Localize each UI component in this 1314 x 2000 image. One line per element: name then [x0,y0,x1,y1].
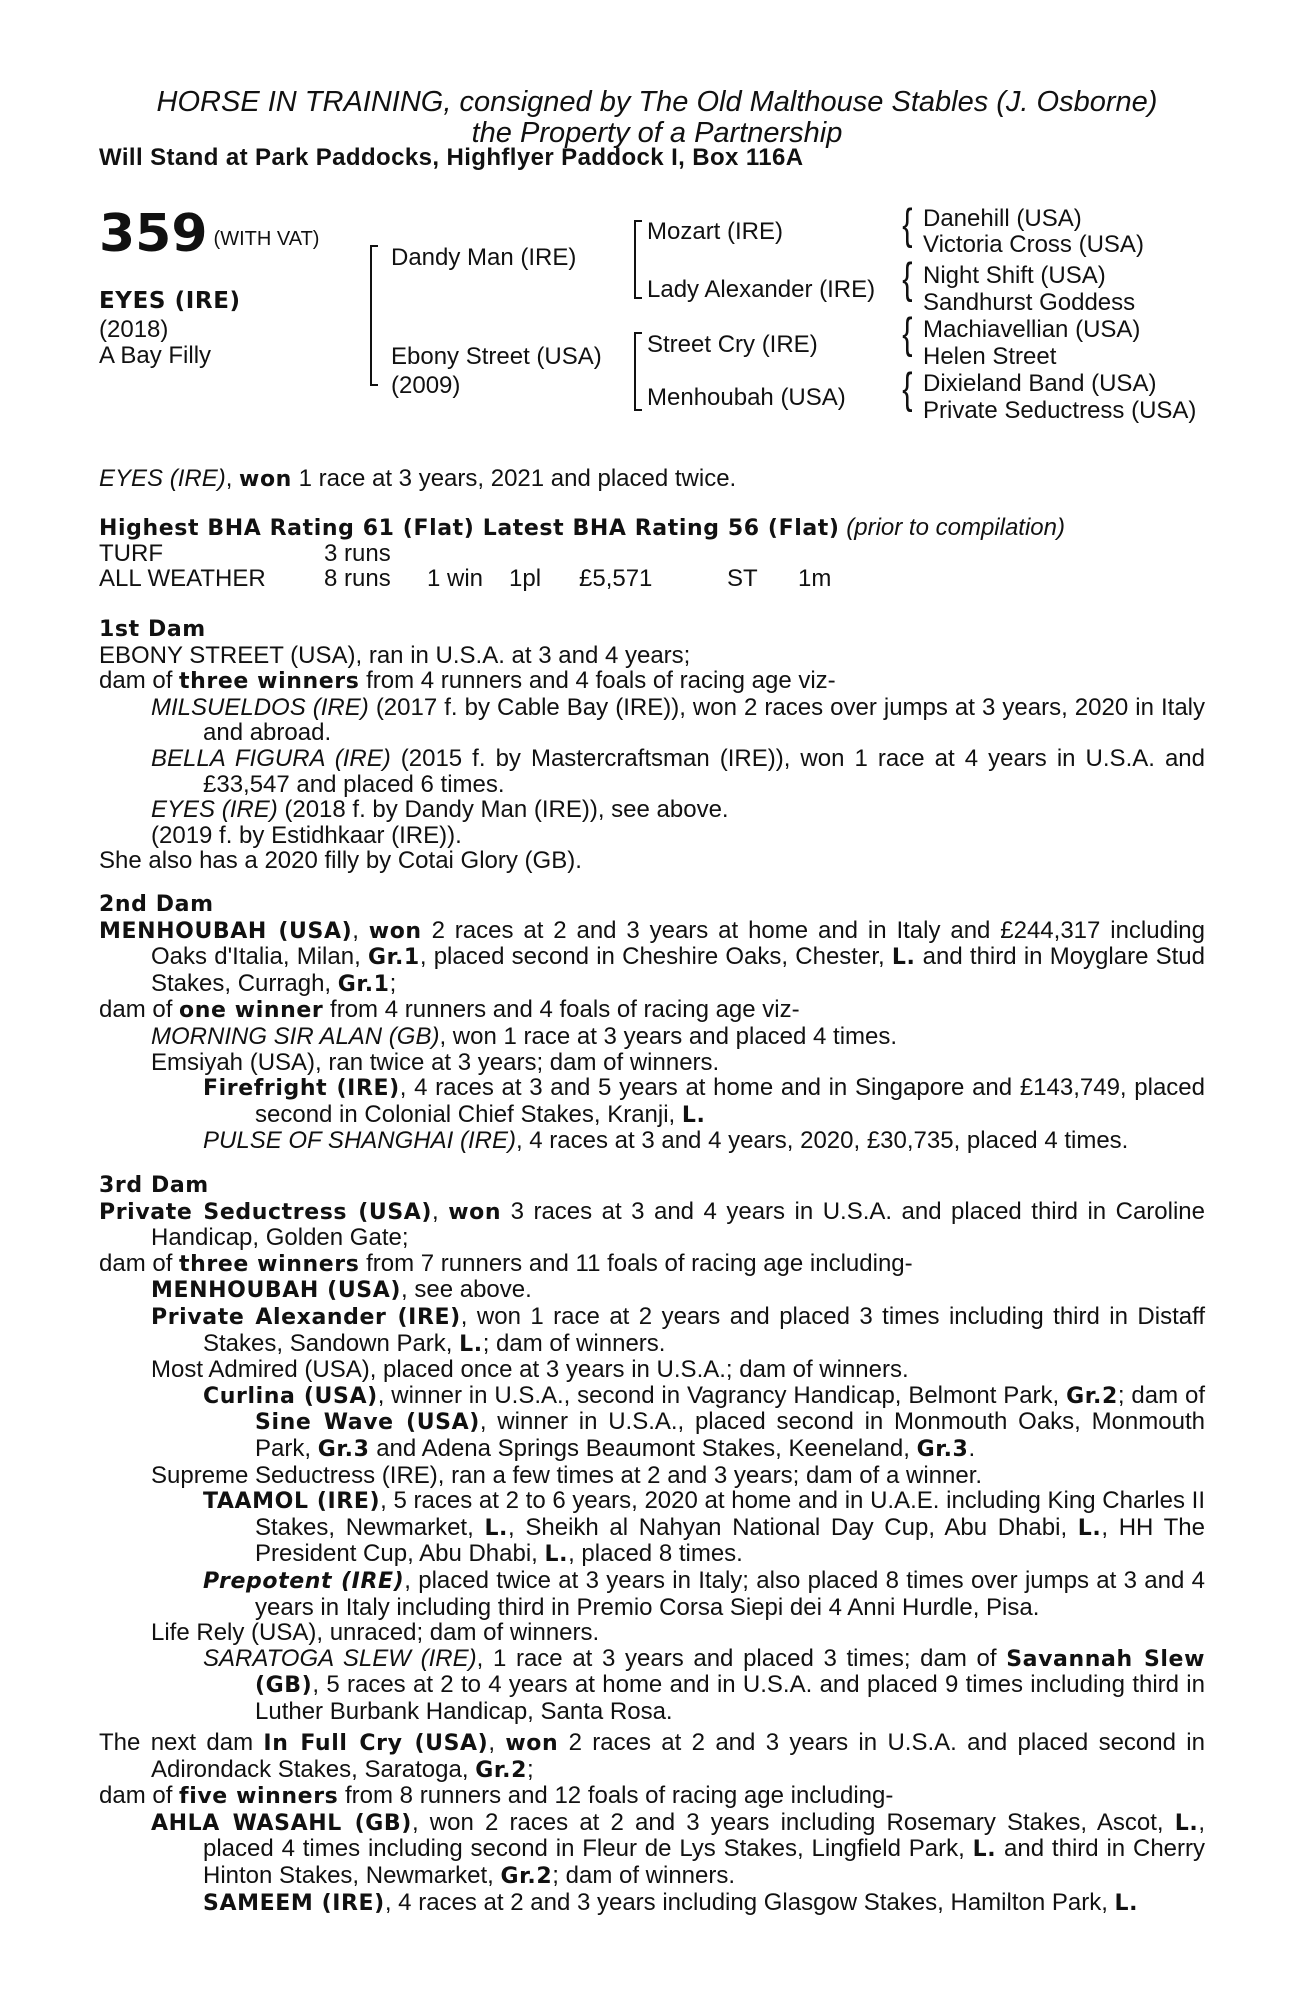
consignor-line: HORSE IN TRAINING, consigned by The Old Malthouse Stables (J. Osborne) [156,86,1158,118]
lot-number: 359 [99,204,208,264]
aw-surface: ST [727,565,758,592]
ggp-6: Helen Street [923,343,1057,370]
produce-entry: Most Admired (USA), placed once at 3 years in U.S.A.; dam of winners. [151,1356,909,1384]
produce-entry: Firefright (IRE), 4 races at 3 and 5 years at home and in Singapore and £143,749, placed second in Colonial Chief Stakes, Kranji, L. [203,1074,1205,1128]
brace-glyph: { [902,309,913,358]
won-label: won [239,467,292,492]
brace-tick [370,384,378,386]
brace-glyph: { [902,254,913,303]
first-dam-produce-line: dam of three winners from 4 runners and 4 foals of racing age viz- [99,667,836,695]
produce-entry: MORNING SIR ALAN (GB), won 1 race at 3 years and placed 4 times. [151,1022,898,1050]
ggp-4: Sandhurst Goddess [923,289,1136,316]
brace-tick [370,245,378,247]
ratings-line [99,514,1065,542]
produce-entry: AHLA WASAHL (GB), won 2 races at 2 and 3 years including Rosemary Stakes, Ascot, L., placed 4 times including second in Fleur de Lys Stakes, Lingfield Park, L. and third in Cherry Hinton Stakes, Newmarket, Gr.2; dam of winners. [151,1808,1205,1889]
vat-note: (WITH VAT) [213,228,320,250]
first-dam-section [99,617,1205,874]
produce-entry: (2019 f. by Estidhkaar (IRE)). [151,821,462,849]
dam-sire: Street Cry (IRE) [647,331,818,358]
produce-entry: Curlina (USA), winner in U.S.A., second in Vagrancy Handicap, Belmont Park, Gr.2; dam of Sine Wave (USA), winner in U.S.A., placed second in Monmouth Oaks, Monmouth Park, Gr.3 and Adena Springs Beaumont Stakes, Keeneland, Gr.3. [203,1381,1205,1462]
third-dam-line: Private Seductress (USA), won 3 races at 3 and 4 years in U.S.A. and placed third in Caroline Handicap, Golden Gate; [99,1197,1205,1252]
summary-horse-name: EYES (IRE) [99,465,226,492]
pedigree-brace-1 [370,245,372,385]
property-line: the Property of a Partnership [471,117,843,149]
ggp-1: Danehill (USA) [923,205,1082,232]
produce-entry: SAMEEM (IRE), 4 races at 2 and 3 years including Glasgow Stakes, Hamilton Park, L. [203,1888,1139,1916]
all-weather-row [99,565,831,593]
ggp-2: Victoria Cross (USA) [923,231,1144,258]
aw-label: ALL WEATHER [99,565,266,592]
produce-entry: MILSUELDOS (IRE) (2017 f. by Cable Bay (IRE)), won 2 races over jumps at 3 years, 2020 in Italy and abroad. [151,693,1205,747]
horse-description: A Bay Filly [99,342,212,369]
sire: Dandy Man (IRE) [391,244,577,271]
section-heading: 3rd Dam [99,1173,209,1198]
foaling-year: (2018) [99,316,169,343]
pedigree-brace-3 [634,332,636,410]
aw-placed: 1pl [509,565,542,592]
stand-location: Will Stand at Park Paddocks, Highflyer Paddock I, Box 116A [99,144,804,171]
produce-entry: MENHOUBAH (USA), see above. [151,1276,532,1304]
produce-entry: BELLA FIGURA (IRE) (2015 f. by Mastercraftsman (IRE)), won 1 race at 4 years in U.S.A. and £33,547 and placed 6 times. [151,744,1206,798]
aw-earnings: £5,571 [579,565,653,592]
turf-runs: 3 runs [324,540,391,567]
first-dam-line: EBONY STREET (USA), ran in U.S.A. at 3 and 4 years; [99,641,691,669]
aw-wins: 1 win [427,565,484,592]
third-dam-produce-line: dam of three winners from 7 runners and 11 foals of racing age including- [99,1249,913,1277]
brace-tick [634,332,642,334]
second-dam-line: MENHOUBAH (USA), won 2 races at 2 and 3 years at home and in Italy and £244,317 including Oaks d'Italia, Milan, Gr.1, placed second in Cheshire Oaks, Chester, L. and third in Moyglare Stud Stakes, Curragh, Gr.1; [99,916,1206,997]
brace-tick [634,220,642,222]
second-dam-section [99,892,1205,1154]
ggp-5: Machiavellian (USA) [923,316,1141,343]
lot-number-block [99,204,319,264]
sire-sire: Mozart (IRE) [647,218,784,245]
ggp-8: Private Seductress (USA) [923,397,1197,424]
produce-note: She also has a 2020 filly by Cotai Glory (GB). [99,847,582,875]
brace-tick [634,297,642,299]
produce-entry: Supreme Seductress (IRE), ran a few times at 2 and 3 years; dam of a winner. [151,1461,983,1489]
produce-entry: Private Alexander (IRE), won 1 race at 2 years and placed 3 times including third in Distaff Stakes, Sandown Park, L.; dam of winners. [151,1302,1205,1357]
turf-label: TURF [99,540,163,567]
section-heading: 2nd Dam [99,892,214,917]
dam-dam: Menhoubah (USA) [647,384,846,411]
dam: Ebony Street (USA) [391,343,602,370]
brace-glyph: { [902,200,913,249]
produce-entry: Emsiyah (USA), ran twice at 3 years; dam of winners. [151,1048,720,1076]
produce-entry: EYES (IRE) (2018 f. by Dandy Man (IRE)), see above. [151,796,729,824]
ggp-7: Dixieland Band (USA) [923,370,1157,397]
turf-row [99,540,391,568]
pedigree-brace-2 [634,220,636,298]
section-heading: 1st Dam [99,617,206,642]
ratings-note: (prior to compilation) [846,514,1065,541]
aw-runs: 8 runs [324,565,391,592]
summary-text: 1 race at 3 years, 2021 and placed twice. [291,465,737,492]
produce-entry: SARATOGA SLEW (IRE), 1 race at 3 years and placed 3 times; dam of Savannah Slew (GB), 5 races at 2 to 4 years at home and in U.S.A. and placed 9 times including third in Luther Burbank Handicap, Santa Rosa. [203,1644,1206,1725]
ggp-3: Night Shift (USA) [923,262,1106,289]
dam-year: (2009) [391,372,461,399]
produce-entry: Life Rely (USA), unraced; dam of winners. [151,1619,600,1647]
brace-tick [634,409,642,411]
produce-entry: TAAMOL (IRE), 5 races at 2 to 6 years, 2020 at home and in U.A.E. including King Charles II Stakes, Newmarket, L., Sheikh al Nahyan National Day Cup, Abu Dhabi, L., HH The President Cup, Abu Dhabi, L., placed 8 times. [203,1487,1205,1568]
next-dam-section [99,1730,1205,1916]
sire-dam: Lady Alexander (IRE) [647,276,876,303]
produce-entry: PULSE OF SHANGHAI (IRE), 4 races at 3 and 4 years, 2020, £30,735, placed 4 times. [203,1127,1129,1155]
third-dam-section [99,1173,1205,1724]
race-summary: EYES (IRE), won 1 race at 3 years, 2021 and placed twice. [99,465,737,492]
aw-distance: 1m [798,565,832,592]
next-dam-produce-line: dam of five winners from 8 runners and 12 foals of racing age including- [99,1782,894,1810]
second-dam-produce-line: dam of one winner from 4 runners and 4 foals of racing age viz- [99,996,800,1024]
produce-entry: Prepotent (IRE), placed twice at 3 years in Italy; also placed 8 times over jumps at 3 and 4 years in Italy including third in Premio Corsa Siepi dei 4 Anni Hurdle, Pisa. [203,1566,1205,1621]
horse-name: EYES (IRE) [99,288,241,314]
bha-ratings: Highest BHA Rating 61 (Flat) Latest BHA Rating 56 (Flat) [99,516,840,541]
next-dam-line: The next dam In Full Cry (USA), won 2 races at 2 and 3 years in U.S.A. and placed second in Adirondack Stakes, Saratoga, Gr.2; [99,1729,1205,1783]
brace-glyph: { [902,364,913,413]
